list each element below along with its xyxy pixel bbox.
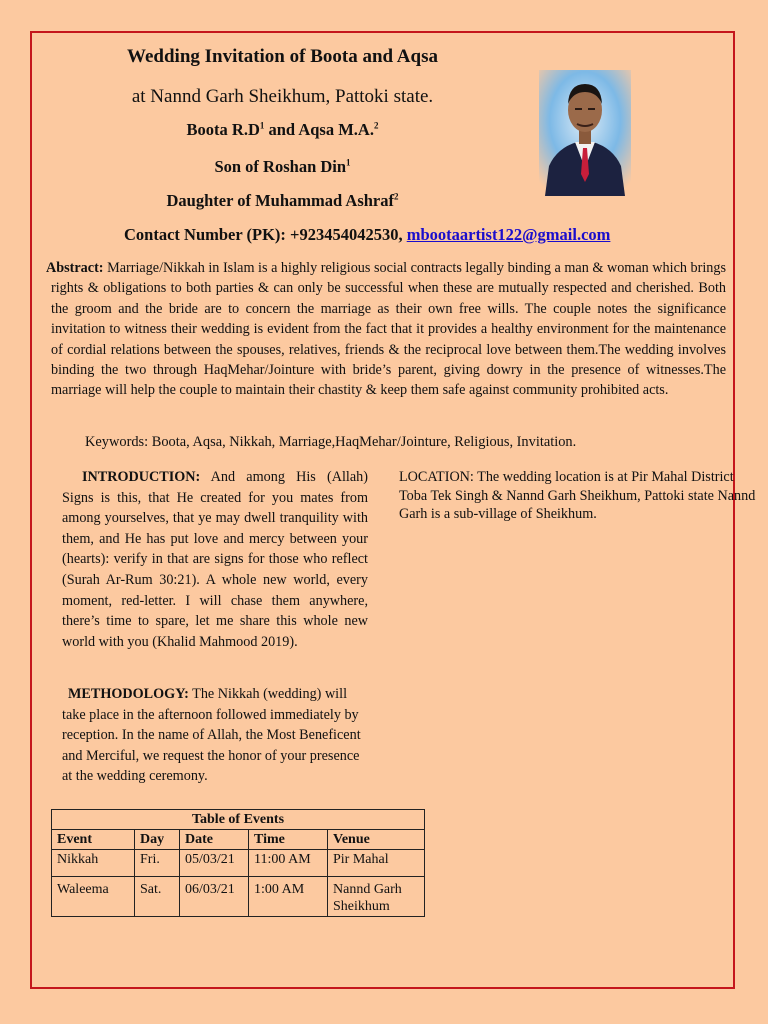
introduction-section: INTRODUCTION: And among His (Allah) Signs is this, that He created for you mates from among yourselves, that ye may dwell tranquility with them, and He has put love and mercy between your (hearts): verify in that are signs for those who reflect (Surah Ar-Rum 30:21). A whole new world, every moment, red-letter. I will chase them anywhere, there’s time to spare, let me share this whole new world with you (Khalid Mahmood 2019). (62, 469, 368, 650)
abstract: Abstract: Marriage/Nikkah in Islam is a highly religious social contracts legally binding a man & woman which brings rights & obligations to both parties & can only be successful when these are mutually respected and cherished. Both the groom and the bride are to concern the marriage as their own free wills. The couple notes the significance invitation to witness their wedding is evident from the fact that it provides a healthy environment for the maintenance of cordial relations between the spouses, relatives, friends & the reciprocal love between them.The wedding involves binding the two through HaqMehar/Jointure with bride’s parent, giving dowry in the presence of witnesses.The marriage will help the couple to maintain their chastity & keep them safe against community prohibited acts. (46, 260, 726, 399)
table-cell: Waleema (52, 877, 135, 917)
table-cell: Pir Mahal (328, 850, 425, 877)
authors-line: Boota $R.D^1$ and Aqsa M.A.$^2$ (186, 120, 379, 139)
table-caption: Table of Events (52, 810, 425, 830)
column-header: Date (180, 830, 249, 850)
column-header: Venue (328, 830, 425, 850)
daughter-of-line: Daughter of Muhammad Ashraf$^2$ (166, 191, 399, 210)
methodology-section: METHODOLOGY: The Nikkah (wedding) will take place in the afternoon followed immediately by reception. In the name of Allah, the Most Beneficent and Merciful, we request the honor of your presence at the wedding ceremony. (62, 686, 361, 785)
keywords: Keywords: Boota, Aqsa, Nikkah, Marriage,HaqMehar/Jointure, Religious, Invitation. (85, 434, 577, 450)
table-cell: 05/03/21 (180, 850, 249, 877)
column-header: Time (249, 830, 328, 850)
location-section: LOCATION: The wedding location is at Pir Mahal District Toba Tek Singh & Nannd Garh Sheikhum, Pattoki state Nannd Garh is a sub-village of Sheikhum. (399, 469, 756, 523)
table-cell: 11:00 AM (249, 850, 328, 877)
column-header: Day (135, 830, 180, 850)
page-subtitle: at Nannd Garh Sheikhum, Pattoki state. (131, 86, 434, 107)
portrait-photo (539, 70, 631, 196)
table-row (52, 850, 425, 877)
table-cell: Nikkah (52, 850, 135, 877)
table-cell: Sat. (135, 877, 180, 917)
page-title: Wedding Invitation of Boota and Aqsa (127, 46, 438, 67)
table-header-row (52, 830, 425, 850)
table-cell: Nannd Garh Sheikhum (328, 877, 425, 917)
table-cell: 1:00 AM (249, 877, 328, 917)
table-cell: Fri. (135, 850, 180, 877)
contact-line: Contact Number (PK): +923454042530, mbootaartist122@gmail.com (124, 225, 611, 244)
column-header: Event (52, 830, 135, 850)
table-cell: 06/03/21 (180, 877, 249, 917)
email-link[interactable]: mbootaartist122@gmail.com (406, 225, 611, 244)
son-of-line: Son of Roshan Din$^1$ (214, 157, 351, 176)
events-table (51, 809, 425, 917)
table-row (52, 877, 425, 917)
